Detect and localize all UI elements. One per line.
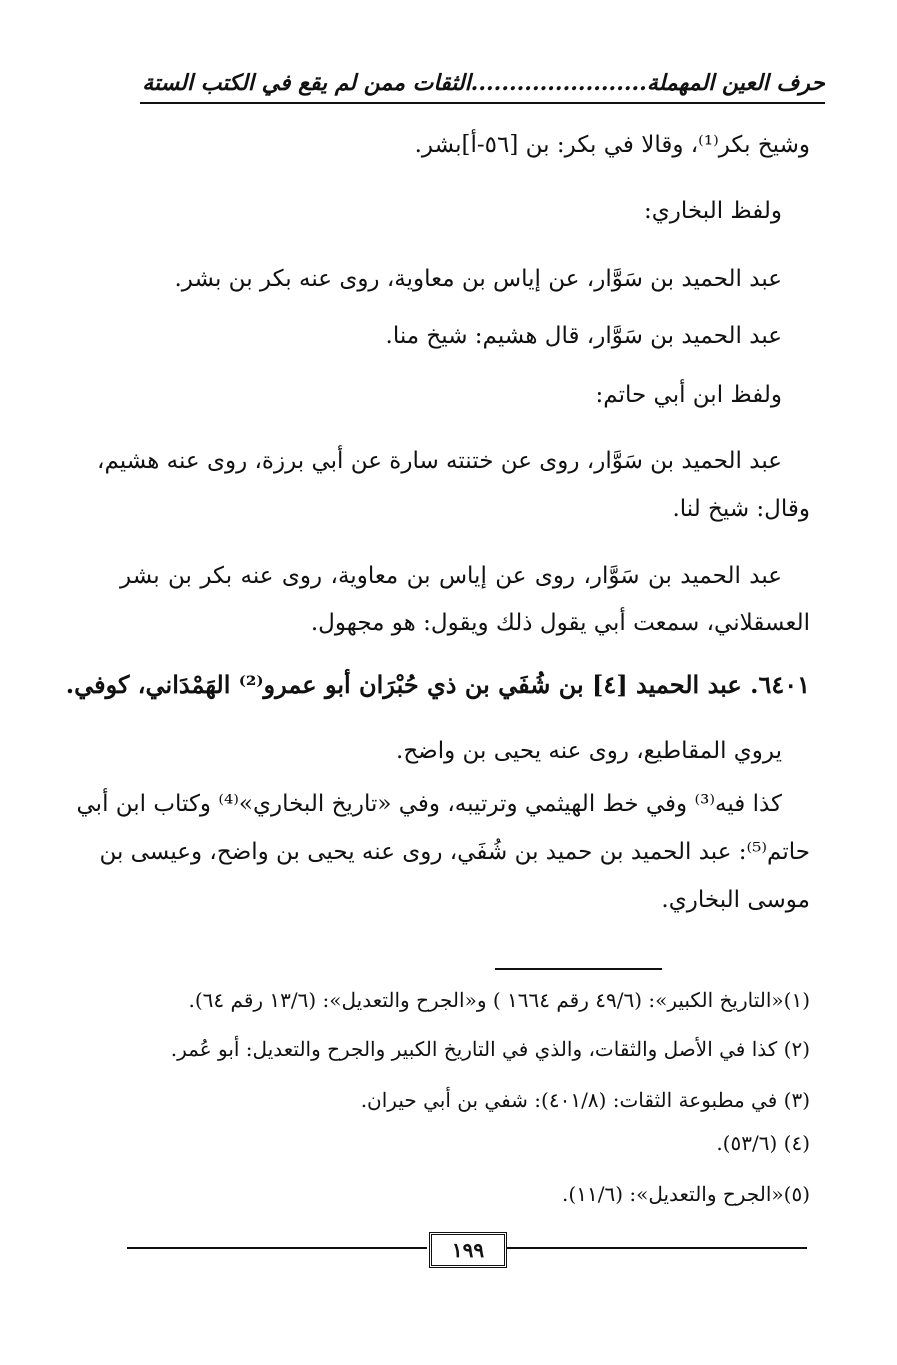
running-header: حرف العين المهملة.......................الثقات ممن لم يقع في الكتب الستة [140, 70, 825, 104]
text-line: العسقلاني، سمعت أبي يقول ذلك ويقول: هو مجهول. [310, 610, 810, 636]
text-line: ولفظ ابن أبي حاتم: [595, 382, 782, 408]
footnote: (٣) في مطبوعة الثقات: (٤٠١/٨): شفي بن أبي حيران. [360, 1088, 810, 1112]
text-line: عبد الحميد بن سَوَّار، عن إياس بن معاوية، روى عنه بكر بن بشر. [174, 266, 782, 292]
page-rule-left [127, 1247, 427, 1249]
text-line: كذا فيه⁽³⁾ وفي خط الهيثمي وترتيبه، وفي «تاريخ البخاري»⁽⁴⁾ وكتاب ابن أبي [76, 791, 782, 817]
footnote: (٥)«الجرح والتعديل»: (١١/٦). [562, 1182, 810, 1206]
entry-heading: ٦٤٠١. عبد الحميد [٤] بن شُفَي بن ذي حُبْرَان أبو عمرو⁽²⁾ الهَمْدَاني، كوفي. [65, 670, 810, 699]
text-line: موسى البخاري. [661, 887, 810, 913]
text-line: عبد الحميد بن سَوَّار، قال هشيم: شيخ منا. [385, 323, 782, 349]
page-number: ١٩٩ [429, 1232, 507, 1268]
footnote: (٢) كذا في الأصل والثقات، والذي في التاريخ الكبير والجرح والتعديل: أبو عُمر. [170, 1037, 810, 1061]
text-line: عبد الحميد بن سَوَّار، روى عن إياس بن معاوية، روى عنه بكر بن بشر [120, 563, 782, 589]
text-line: حاتم⁽⁵⁾: عبد الحميد بن حميد بن شُفَي، روى عنه يحيى بن واضح، وعيسى بن [99, 839, 810, 865]
footnote-separator [495, 968, 662, 970]
text-line: وشيخ بكر⁽¹⁾، وقالا في بكر: بن [٥٦-أ]بشر. [414, 132, 810, 158]
footnote: (٤) (٥٣/٦). [716, 1131, 810, 1155]
text-line: وقال: شيخ لنا. [672, 496, 810, 522]
text-line: يروي المقاطيع، روى عنه يحيى بن واضح. [396, 738, 782, 764]
page-number-bar [127, 1232, 807, 1272]
text-line: ولفظ البخاري: [644, 198, 782, 224]
page-rule-right [507, 1247, 807, 1249]
footnote: (١)«التاريخ الكبير»: (٤٩/٦ رقم ١٦٦٤ ) و«الجرح والتعديل»: (١٣/٦ رقم ٦٤). [188, 988, 810, 1012]
text-line: عبد الحميد بن سَوَّار، روى عن ختنته سارة عن أبي برزة، روى عنه هشيم، [97, 448, 782, 474]
